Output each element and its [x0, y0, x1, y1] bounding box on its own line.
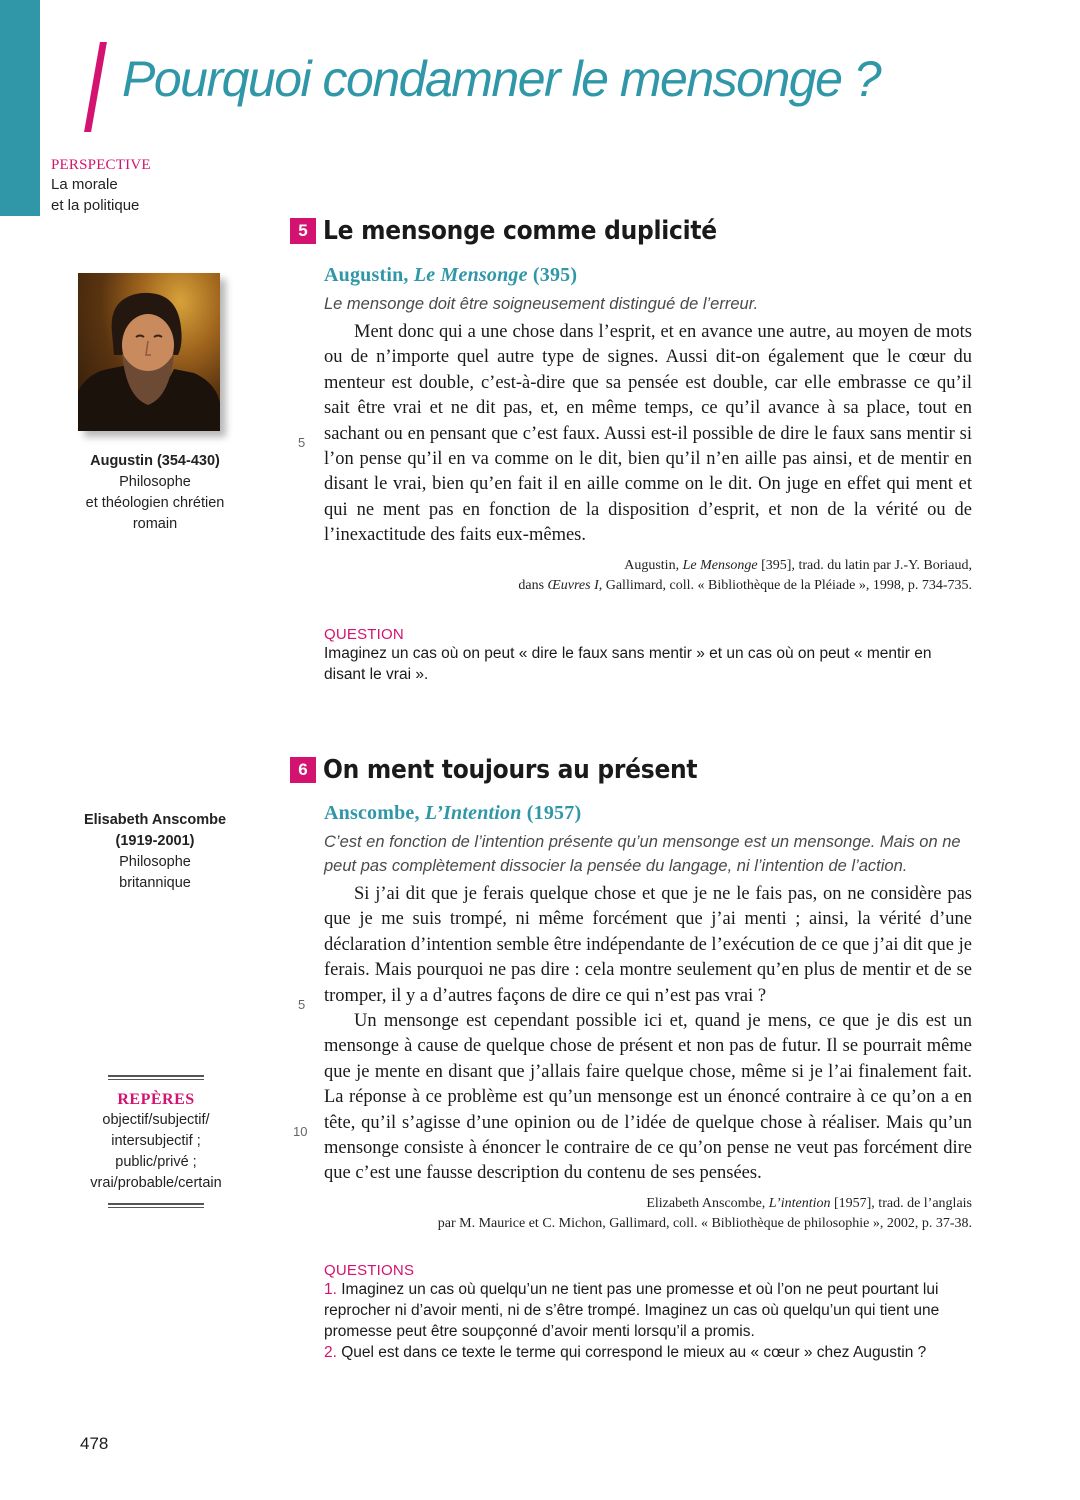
citation-6-author: Elizabeth Anscombe,	[646, 1195, 769, 1211]
augustin-portrait	[78, 273, 220, 431]
augustin-role-1: Philosophe	[119, 474, 191, 490]
augustin-name: Augustin (354-430)	[90, 453, 220, 469]
perspective-line-1: La morale	[51, 176, 118, 193]
anscombe-name: Elisabeth Anscombe	[83, 812, 227, 828]
anscombe-role-2: britannique	[119, 875, 191, 891]
citation-5-publisher: , Gallimard, coll. « Bibliothèque de la Pléiade », 1998, p. 734-735.	[598, 577, 972, 593]
section-6-source-author: Anscombe,	[324, 802, 425, 824]
section-5-content	[324, 264, 972, 685]
citation-5-trans: [395], trad. du latin par J.-Y. Boriaud,	[757, 557, 972, 573]
section-5-citation	[324, 556, 972, 596]
augustin-portrait-illustration	[78, 273, 220, 431]
section-6-source-year: (1957)	[521, 802, 582, 824]
section-5-number: 5	[290, 218, 316, 244]
citation-5-work-2: Œuvres I	[547, 577, 599, 593]
reperes-top-rule	[108, 1075, 204, 1080]
section-5-source	[324, 264, 972, 287]
section-6-questions-block	[324, 1262, 972, 1363]
section-6-questions-label: QUESTIONS	[324, 1261, 415, 1279]
reperes-line-4: vrai/probable/certain	[90, 1175, 222, 1191]
section-5-question: Imaginez un cas où on peut « dire le faux sans mentir » et un cas où on peut « mentir en disant le vrai ».	[324, 644, 932, 683]
reperes-bottom-rule	[108, 1203, 204, 1208]
perspective-block	[51, 157, 151, 216]
section-5-line-marker: 5	[298, 435, 306, 450]
section-6-heading	[290, 755, 739, 785]
augustin-caption	[76, 451, 234, 535]
anscombe-role-1: Philosophe	[119, 854, 191, 870]
section-5-question-label: QUESTION	[324, 625, 404, 643]
section-6-line-marker-5: 5	[298, 997, 306, 1012]
section-6-content	[324, 802, 972, 1363]
citation-6-trans: [1957], trad. de l’anglais	[830, 1195, 972, 1211]
augustin-role-2: et théologien chrétien	[85, 495, 225, 511]
question-2-number: 2.	[324, 1343, 337, 1361]
section-6-number: 6	[290, 757, 316, 783]
page-title: Pourquoi condamner le mensonge ?	[122, 51, 881, 107]
citation-5-work: Le Mensonge	[682, 557, 758, 573]
section-5-heading	[290, 216, 761, 246]
citation-5-prefix: dans	[518, 577, 548, 593]
question-1-text: Imaginez un cas où quelqu’un ne tient pas une promesse et où l’on ne peut pourtant lui reprocher ni d’avoir menti, ni de s’être trompé. Imaginez un cas où quelqu’un qui tient une promesse peut être soupçonné d’avoir menti lorsqu’il a promis.	[324, 1280, 940, 1340]
section-6-citation	[324, 1194, 972, 1234]
section-6-source	[324, 802, 972, 825]
section-5-intro: Le mensonge doit être soigneusement distingué de l’erreur.	[324, 295, 759, 313]
side-color-bar	[0, 0, 40, 216]
perspective-line-2: et la politique	[51, 197, 140, 214]
section-6-paragraph-2: Un mensonge est cependant possible ici et, quand je mens, ce que je dis est un mensonge à cause de quelque chose de présent et non pas de futur. Il se pourrait même que je mente en disant que j’allais faire quelque chose, même si je l’ai finalement fait. La réponse à ce problème est qu’un mensonge est un énoncé contraire à ce qu’on a en tête, qu’il s’agisse d’une opinion ou de l’idée de quelque chose à réaliser. Mais qu’un mensonge consiste à énoncer le contraire de ce qu’on pense ne veut pas forcément dire que c’est une fausse description du contenu de ses pensées.	[324, 1011, 972, 1184]
section-6-intro: C’est en fonction de l’intention présente qu’un mensonge est un mensonge. Mais on ne peut pas complètement dissocier la pensée du langage, ni l’intention de l’action.	[324, 833, 961, 875]
perspective-label: PERSPECTIVE	[51, 157, 151, 173]
section-6-title: On ment toujours au présent	[323, 755, 698, 785]
section-6-source-work: L’Intention	[424, 802, 522, 824]
section-5-source-year: (395)	[527, 264, 578, 286]
anscombe-dates: (1919-2001)	[115, 833, 195, 849]
anscombe-caption	[76, 810, 234, 894]
section-6-question-1	[324, 1279, 972, 1342]
section-5-title: Le mensonge comme duplicité	[323, 216, 717, 246]
section-5-source-work: Le Mensonge	[413, 264, 528, 286]
reperes-label: REPÈRES	[117, 1091, 195, 1108]
augustin-role-3: romain	[132, 516, 178, 532]
citation-6-work: L’intention	[768, 1195, 831, 1211]
section-5-question-block	[324, 626, 972, 685]
page-number: 478	[80, 1434, 109, 1453]
reperes-line-3: public/privé ;	[115, 1154, 197, 1170]
title-slash-mark	[84, 42, 107, 132]
reperes-box	[86, 1075, 226, 1208]
citation-6-publisher: par M. Maurice et C. Michon, Gallimard, coll. « Bibliothèque de philosophie », 2002, p. 37-38.	[437, 1215, 972, 1231]
question-1-number: 1.	[324, 1280, 337, 1298]
reperes-line-1: objectif/subjectif/	[102, 1112, 210, 1128]
section-6-body	[324, 882, 972, 1187]
section-6-paragraph-1: Si j’ai dit que je ferais quelque chose et que je ne le fais pas, on ne considère pas que je me suis trompé, ni même forcément que j’ai menti ; ainsi, la vérité d’une déclaration d’intention semble être indépendante de l’exécution de ce que j’ai dit que je ferais. Mais pourquoi ne pas dire : cela montre seulement qu’en plus de mentir et de se tromper, il y a d’autres façons de dire ce qui n’est pas vrai ?	[324, 884, 972, 1006]
section-5-body	[324, 320, 972, 549]
section-6-line-marker-10: 10	[293, 1124, 308, 1139]
section-5-paragraph: Ment donc qui a une chose dans l’esprit, et en avance une autre, au moyen de mots ou de n’importe quel autre type de signes. Aussi dit-on également que le cœur du menteur est double, c’est-à-dire que sa pensée est double, car elle embrasse ce qu’il sait être vrai et ne dit pas, et, en même temps, ce qu’il avance à sa place, tout en sachant ou en pensant que c’est faux. Aussi est-il possible de dire le faux sans mentir si l’on pense qu’il en va comme on le dit, bien qu’il n’en aille pas ainsi, et de mentir en disant le vrai, bien qu’en fait il en aille comme on le dit. On juge en effet qui ment et qui ne ment pas en fonction de la disposition d’esprit, et non de la vérité ou de l’inexactitude des faits eux-mêmes.	[324, 322, 972, 546]
section-6-question-2	[324, 1342, 972, 1363]
reperes-line-2: intersubjectif ;	[111, 1133, 201, 1149]
citation-5-author: Augustin,	[624, 557, 683, 573]
question-2-text: Quel est dans ce texte le terme qui correspond le mieux au « cœur » chez Augustin ?	[336, 1343, 927, 1361]
section-5-source-author: Augustin,	[324, 264, 414, 286]
